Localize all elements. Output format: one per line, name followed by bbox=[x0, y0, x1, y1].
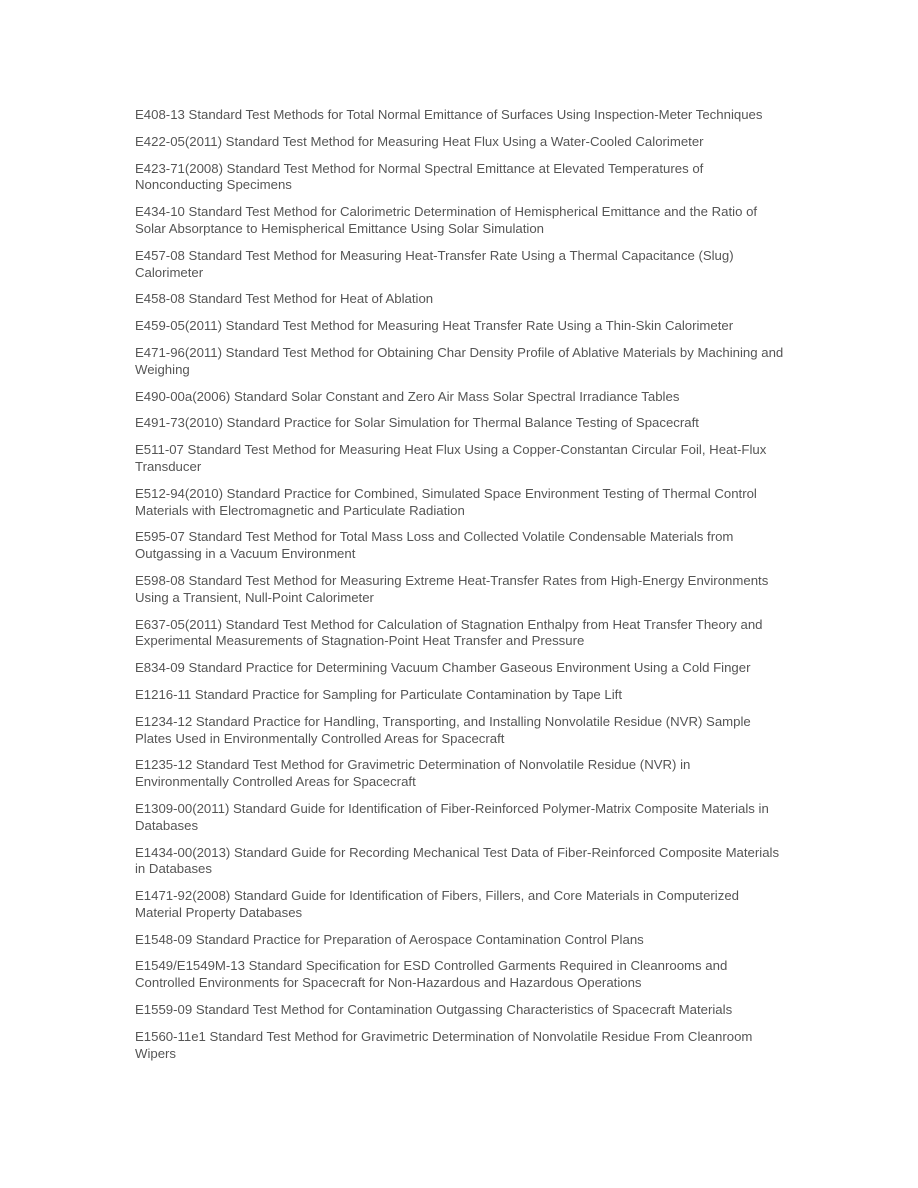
standard-entry: E458-08 Standard Test Method for Heat of Ablation bbox=[135, 291, 434, 307]
standard-entry: E1234-12 Standard Practice for Handling, Transporting, and Installing Nonvolatile Residue (NVR) Sample Plates Used in Environmentally Controlled Areas for Spacecraft bbox=[135, 713, 751, 746]
standard-entry: E637-05(2011) Standard Test Method for Calculation of Stagnation Enthalpy from Heat Transfer Theory and Experimental Measurements of Stagnation-Point Heat Transfer and Pressure bbox=[135, 616, 763, 649]
standard-entry: E1560-11e1 Standard Test Method for Gravimetric Determination of Nonvolatile Residue From Cleanroom Wipers bbox=[135, 1028, 753, 1061]
standard-entry: E408-13 Standard Test Methods for Total Normal Emittance of Surfaces Using Inspection-Meter Techniques bbox=[135, 107, 763, 122]
standard-entry: E1216-11 Standard Practice for Sampling for Particulate Contamination by Tape Lift bbox=[135, 686, 622, 702]
standard-entry: E459-05(2011) Standard Test Method for Measuring Heat Transfer Rate Using a Thin-Skin Calorimeter bbox=[135, 318, 734, 334]
standard-entry: E457-08 Standard Test Method for Measuring Heat-Transfer Rate Using a Thermal Capacitance (Slug) Calorimeter bbox=[135, 247, 734, 280]
standard-entry: E490-00a(2006) Standard Solar Constant and Zero Air Mass Solar Spectral Irradiance Tables bbox=[135, 388, 680, 404]
standard-entry: E1309-00(2011) Standard Guide for Identification of Fiber-Reinforced Polymer-Matrix Composite Materials in Databases bbox=[135, 800, 769, 833]
standard-entry: E423-71(2008) Standard Test Method for Normal Spectral Emittance at Elevated Temperatures of Nonconducting Specimens bbox=[135, 160, 704, 193]
standard-entry: E471-96(2011) Standard Test Method for Obtaining Char Density Profile of Ablative Materials by Machining and Weighing bbox=[135, 344, 784, 377]
standard-entry: E512-94(2010) Standard Practice for Combined, Simulated Space Environment Testing of Thermal Control Materials with Electromagnetic and Particulate Radiation bbox=[135, 485, 757, 518]
standard-entry: E434-10 Standard Test Method for Calorimetric Determination of Hemispherical Emittance and the Ratio of Solar Absorptance to Hemispherical Emittance Using Solar Simulation bbox=[135, 204, 758, 236]
standard-entry: E422-05(2011) Standard Test Method for Measuring Heat Flux Using a Water-Cooled Calorimeter bbox=[135, 133, 704, 149]
standards-list bbox=[135, 107, 785, 1072]
standard-entry: E1471-92(2008) Standard Guide for Identification of Fibers, Fillers, and Core Materials in Computerized Material Property Databases bbox=[135, 888, 739, 920]
standard-entry: E1548-09 Standard Practice for Preparation of Aerospace Contamination Control Plans bbox=[135, 931, 644, 947]
standard-entry: E595-07 Standard Test Method for Total Mass Loss and Collected Volatile Condensable Materials from Outgassing in a Vacuum Environment bbox=[135, 529, 734, 562]
standard-entry: E511-07 Standard Test Method for Measuring Heat Flux Using a Copper-Constantan Circular Foil, Heat-Flux Transducer bbox=[135, 442, 767, 474]
standard-entry: E1559-09 Standard Test Method for Contamination Outgassing Characteristics of Spacecraft Materials bbox=[135, 1002, 733, 1018]
standard-entry: E834-09 Standard Practice for Determining Vacuum Chamber Gaseous Environment Using a Cold Finger bbox=[135, 660, 751, 676]
standard-entry: E1549/E1549M-13 Standard Specification for ESD Controlled Garments Required in Cleanrooms and Controlled Environments for Spacecraft for Non-Hazardous and Hazardous Operations bbox=[135, 958, 728, 991]
standard-entry: E1235-12 Standard Test Method for Gravimetric Determination of Nonvolatile Residue (NVR) in Environmentally Controlled Areas for Spacecraft bbox=[135, 757, 691, 790]
standard-entry: E1434-00(2013) Standard Guide for Recording Mechanical Test Data of Fiber-Reinforced Composite Materials in Databases bbox=[135, 844, 780, 877]
standard-entry: E491-73(2010) Standard Practice for Solar Simulation for Thermal Balance Testing of Spacecraft bbox=[135, 415, 699, 431]
standard-entry: E598-08 Standard Test Method for Measuring Extreme Heat-Transfer Rates from High-Energy Environments Using a Transient, Null-Point Calorimeter bbox=[135, 572, 769, 605]
